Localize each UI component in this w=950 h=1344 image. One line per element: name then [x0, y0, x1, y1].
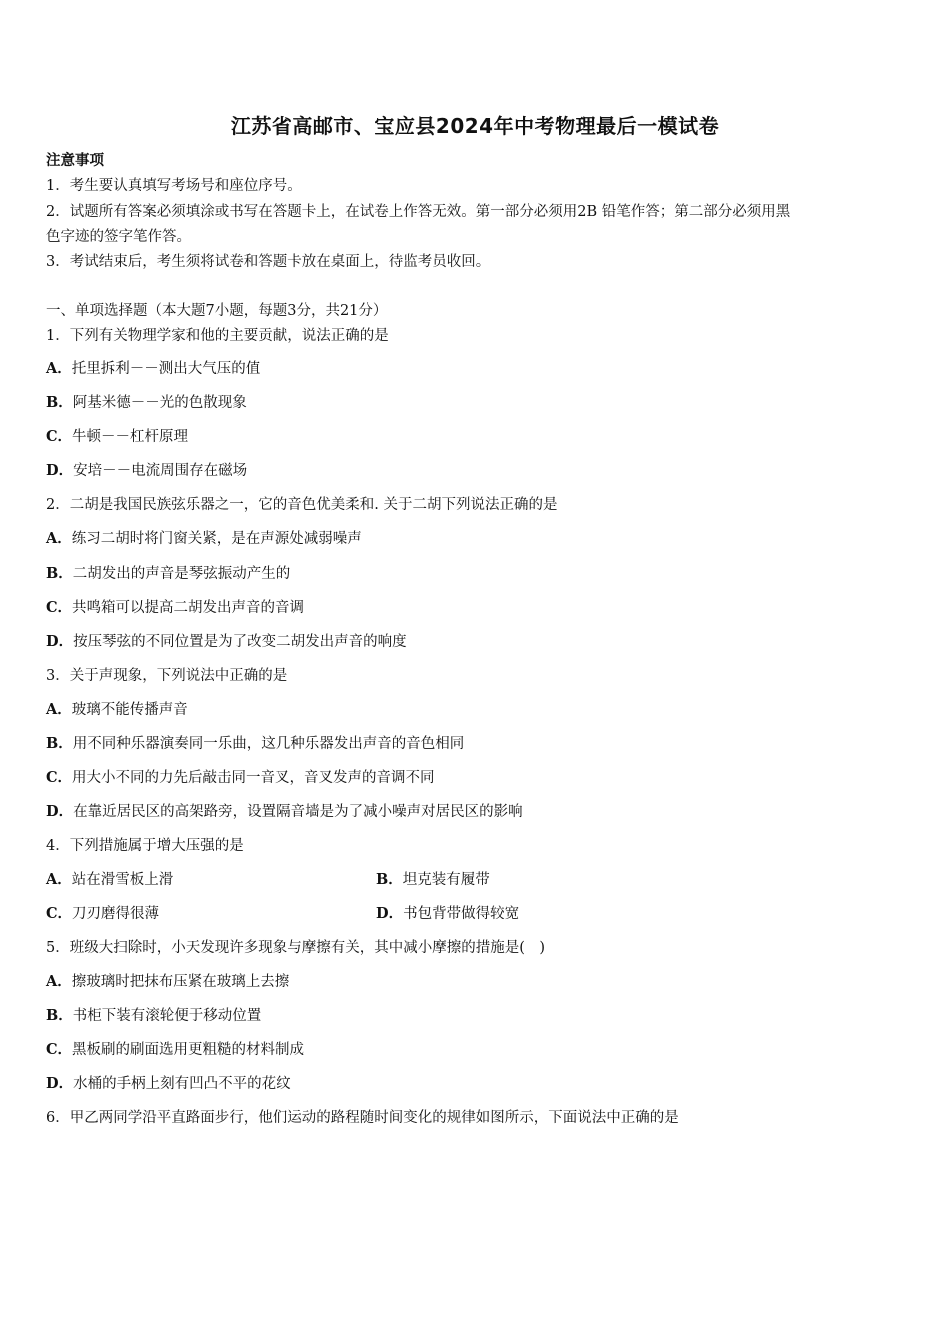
option-label: D． — [376, 905, 404, 922]
option-text: 水桶的手柄上刻有凹凸不平的花纹 — [73, 1076, 291, 1092]
question-4-option-d — [376, 904, 519, 924]
option-text: 用大小不同的力先后敲击同一音叉，音叉发声的音调不同 — [72, 770, 435, 786]
option-label: A． — [46, 871, 72, 888]
option-text: 共鸣箱可以提高二胡发出声音的音调 — [72, 600, 305, 616]
question-5-option-a — [46, 972, 289, 992]
option-label: C． — [46, 428, 73, 445]
question-4-option-c — [46, 904, 159, 924]
option-label: D． — [46, 803, 74, 820]
option-label: A． — [46, 973, 72, 990]
option-text: 在靠近居民区的高架路旁，设置隔音墙是为了减小噪声对居民区的影响 — [73, 804, 523, 820]
option-text: 用不同种乐器演奏同一乐曲，这几种乐器发出声音的音色相同 — [72, 736, 465, 752]
option-label: B． — [46, 1007, 73, 1024]
question-2-option-a — [46, 529, 362, 549]
question-1-option-a — [46, 359, 260, 379]
option-label: A． — [46, 530, 72, 547]
section-heading: 一、单项选择题（本大题7小题，每题3分，共21分） — [46, 303, 388, 319]
notice-heading: 注意事项 — [46, 153, 104, 169]
option-text: 黑板刷的刷面选用更粗糙的材料制成 — [72, 1042, 305, 1058]
question-2-option-b — [46, 564, 290, 584]
question-1-option-d — [46, 461, 247, 481]
question-3-option-d — [46, 802, 523, 822]
option-text: 书柜下装有滚轮便于移动位置 — [72, 1008, 262, 1024]
exam-title: 江苏省高邮市、宝应县2024年中考物理最后一模试卷 — [230, 114, 720, 138]
option-text: 练习二胡时将门窗关紧，是在声源处减弱噪声 — [71, 531, 362, 547]
option-text: 阿基米德－－光的色散现象 — [72, 395, 247, 411]
question-1-option-c — [46, 427, 188, 447]
question-5-option-d — [46, 1074, 291, 1094]
notice-item-2: 2．试题所有答案必须填涂或书写在答题卡上，在试卷上作答无效。第一部分必须用2B 铅笔作答；第二部分必须用黑 — [46, 204, 791, 220]
option-text: 坦克装有履带 — [402, 872, 490, 888]
question-4-option-a — [46, 870, 173, 890]
option-label: C． — [46, 905, 73, 922]
question-4-option-b — [376, 870, 490, 890]
question-1-option-b — [46, 393, 247, 413]
question-3-stem: 3．关于声现象，下列说法中正确的是 — [46, 668, 288, 684]
question-5-option-c — [46, 1040, 304, 1060]
question-1-stem: 1．下列有关物理学家和他的主要贡献，说法正确的是 — [46, 328, 389, 344]
option-label: A． — [46, 701, 72, 718]
option-text: 刀刃磨得很薄 — [72, 906, 160, 922]
notice-item-2-cont: 色字迹的签字笔作答。 — [46, 229, 191, 245]
option-text: 按压琴弦的不同位置是为了改变二胡发出声音的响度 — [73, 634, 407, 650]
option-text: 站在滑雪板上滑 — [71, 872, 174, 888]
option-label: C． — [46, 599, 73, 616]
option-text: 托里拆利－－测出大气压的值 — [71, 361, 261, 377]
question-3-option-a — [46, 700, 188, 720]
notice-item-1: 1．考生要认真填写考场号和座位序号。 — [46, 178, 302, 194]
option-label: B． — [46, 394, 73, 411]
option-text: 牛顿－－杠杆原理 — [72, 429, 189, 445]
option-label: D． — [46, 633, 74, 650]
question-5-option-b — [46, 1006, 261, 1026]
notice-item-3: 3．考试结束后，考生须将试卷和答题卡放在桌面上，待监考员收回。 — [46, 254, 491, 270]
option-label: B． — [46, 565, 73, 582]
option-label: C． — [46, 769, 73, 786]
option-text: 安培－－电流周围存在磁场 — [73, 463, 248, 479]
option-label: D． — [46, 462, 74, 479]
option-text: 玻璃不能传播声音 — [71, 702, 188, 718]
option-label: B． — [376, 871, 403, 888]
question-6-stem: 6．甲乙两同学沿平直路面步行，他们运动的路程随时间变化的规律如图所示，下面说法中正确的是 — [46, 1110, 679, 1126]
question-2-option-c — [46, 598, 304, 618]
question-2-stem: 2．二胡是我国民族弦乐器之一，它的音色优美柔和. 关于二胡下列说法正确的是 — [46, 497, 558, 513]
option-text: 二胡发出的声音是琴弦振动产生的 — [72, 566, 291, 582]
option-label: C． — [46, 1041, 73, 1058]
option-label: A． — [46, 360, 72, 377]
option-label: D． — [46, 1075, 74, 1092]
question-3-option-c — [46, 768, 435, 788]
option-label: B． — [46, 735, 73, 752]
option-text: 擦玻璃时把抹布压紧在玻璃上去擦 — [71, 974, 290, 990]
question-5-stem: 5．班级大扫除时，小天发现许多现象与摩擦有关，其中减小摩擦的措施是( ) — [46, 940, 546, 956]
question-4-stem: 4．下列措施属于增大压强的是 — [46, 838, 244, 854]
option-text: 书包背带做得较宽 — [403, 906, 520, 922]
question-2-option-d — [46, 632, 407, 652]
question-3-option-b — [46, 734, 464, 754]
